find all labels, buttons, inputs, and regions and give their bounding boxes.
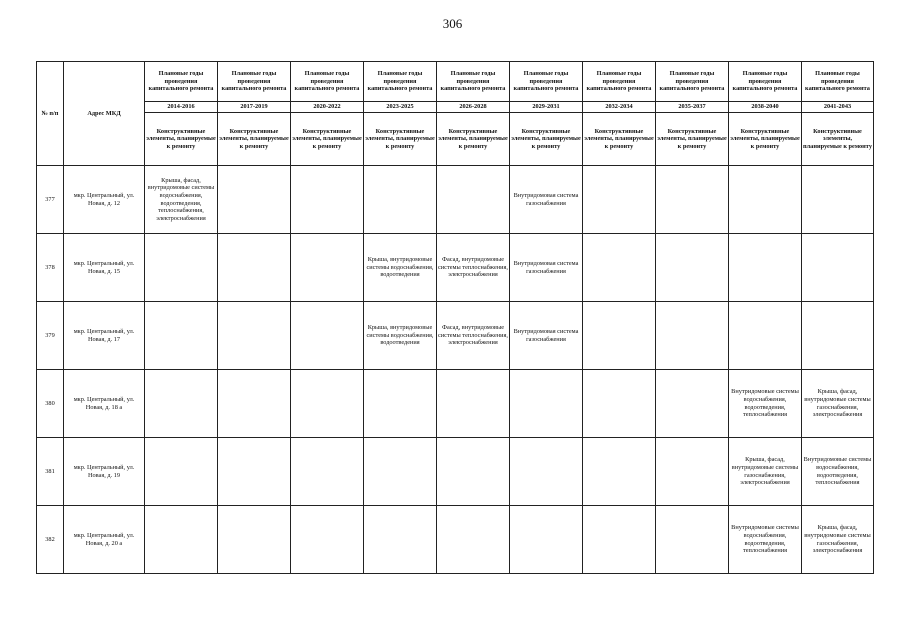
header-num: № п/п (37, 62, 64, 166)
header-period-title: Плановые годы проведения капитального ремонта (729, 62, 802, 102)
repair-elements-cell (218, 302, 291, 370)
repair-elements-cell: Фасад, внутридомовые системы теплоснабжения, электроснабжения (437, 234, 510, 302)
repair-elements-cell: Внутридомовая система газоснабжения (510, 302, 583, 370)
row-address: мкр. Центральный, ул. Новая, д. 12 (64, 166, 145, 234)
header-period-years: 2038-2040 (729, 102, 802, 113)
row-address: мкр. Центральный, ул. Новая, д. 17 (64, 302, 145, 370)
header-period-struct: Конструктивные элементы, планируемые к ремонту (437, 113, 510, 166)
repair-elements-cell: Внутридомовая система газоснабжения (510, 234, 583, 302)
repair-elements-cell (291, 506, 364, 574)
row-address: мкр. Центральный, ул. Новая, д. 15 (64, 234, 145, 302)
repair-elements-cell (364, 166, 437, 234)
repair-elements-cell: Фасад, внутридомовые системы теплоснабжения, электроснабжения (437, 302, 510, 370)
repair-elements-cell (729, 166, 802, 234)
repair-elements-cell (145, 506, 218, 574)
header-period-struct: Конструктивные элементы, планируемые к ремонту (364, 113, 437, 166)
header-period-struct: Конструктивные элементы, планируемые к ремонту (218, 113, 291, 166)
repair-elements-cell (145, 438, 218, 506)
header-period-title: Плановые годы проведения капитального ремонта (802, 62, 874, 102)
repair-elements-cell (218, 438, 291, 506)
header-period-years: 2029-2031 (510, 102, 583, 113)
repair-elements-cell (802, 166, 874, 234)
header-period-struct: Конструктивные элементы, планируемые к ремонту (291, 113, 364, 166)
capital-repair-table (36, 61, 874, 574)
repair-elements-cell (145, 234, 218, 302)
row-number: 380 (37, 370, 64, 438)
header-period-struct: Конструктивные элементы, планируемые к ремонту (656, 113, 729, 166)
repair-elements-cell (437, 506, 510, 574)
header-period-years: 2017-2019 (218, 102, 291, 113)
repair-elements-cell (729, 302, 802, 370)
header-period-years: 2032-2034 (583, 102, 656, 113)
repair-elements-cell: Крыша, фасад, внутридомовые системы газоснабжения, электроснабжения (729, 438, 802, 506)
row-number: 377 (37, 166, 64, 234)
repair-elements-cell (145, 302, 218, 370)
table-row (37, 370, 874, 438)
repair-elements-cell (218, 506, 291, 574)
table-row (37, 438, 874, 506)
repair-elements-cell (583, 166, 656, 234)
repair-elements-cell: Крыша, внутридомовые системы водоснабжения, водоотведения (364, 302, 437, 370)
repair-elements-cell: Внутридомовые системы водоснабжения, водоотведения, теплоснабжения (802, 438, 874, 506)
repair-elements-cell (802, 302, 874, 370)
repair-elements-cell (437, 166, 510, 234)
header-period-years: 2041-2043 (802, 102, 874, 113)
repair-elements-cell (291, 234, 364, 302)
table-row (37, 302, 874, 370)
table-body (37, 166, 874, 574)
header-period-struct: Конструктивные элементы, планируемые к ремонту (802, 113, 874, 166)
repair-elements-cell: Крыша, внутридомовые системы водоснабжения, водоотведения (364, 234, 437, 302)
table-row (37, 234, 874, 302)
header-address: Адрес МКД (64, 62, 145, 166)
header-period-title: Плановые годы проведения капитального ремонта (145, 62, 218, 102)
repair-elements-cell (656, 370, 729, 438)
repair-elements-cell (218, 166, 291, 234)
header-period-title: Плановые годы проведения капитального ремонта (364, 62, 437, 102)
row-address: мкр. Центральный, ул. Новая, д. 20 а (64, 506, 145, 574)
repair-elements-cell (510, 438, 583, 506)
table-row (37, 506, 874, 574)
header-period-title: Плановые годы проведения капитального ремонта (510, 62, 583, 102)
repair-elements-cell: Крыша, фасад, внутридомовые системы водоснабжения, водоотведения, теплоснабжения, электроснабжения (145, 166, 218, 234)
repair-elements-cell (583, 438, 656, 506)
row-number: 381 (37, 438, 64, 506)
header-period-struct: Конструктивные элементы, планируемые к ремонту (145, 113, 218, 166)
repair-elements-cell (510, 370, 583, 438)
header-period-title: Плановые годы проведения капитального ремонта (583, 62, 656, 102)
header-period-title: Плановые годы проведения капитального ремонта (656, 62, 729, 102)
repair-elements-cell (291, 438, 364, 506)
repair-elements-cell (364, 438, 437, 506)
repair-elements-cell (583, 234, 656, 302)
repair-elements-cell (437, 438, 510, 506)
repair-elements-cell (656, 166, 729, 234)
table-header (37, 62, 874, 166)
repair-elements-cell: Внутридомовые системы водоснабжения, водоотведения, теплоснабжения (729, 370, 802, 438)
header-period-years: 2014-2016 (145, 102, 218, 113)
repair-elements-cell: Крыша, фасад, внутридомовые системы газоснабжения, электроснабжения (802, 370, 874, 438)
repair-elements-cell: Крыша, фасад, внутридомовые системы газоснабжения, электроснабжения (802, 506, 874, 574)
header-period-struct: Конструктивные элементы, планируемые к ремонту (510, 113, 583, 166)
repair-elements-cell (218, 370, 291, 438)
repair-elements-cell (802, 234, 874, 302)
repair-elements-cell (656, 438, 729, 506)
repair-elements-cell (583, 506, 656, 574)
repair-elements-cell (656, 234, 729, 302)
header-period-title: Плановые годы проведения капитального ремонта (291, 62, 364, 102)
row-number: 382 (37, 506, 64, 574)
row-address: мкр. Центральный, ул. Новая, д. 19 (64, 438, 145, 506)
header-period-years: 2035-2037 (656, 102, 729, 113)
header-period-title: Плановые годы проведения капитального ремонта (437, 62, 510, 102)
header-period-struct: Конструктивные элементы, планируемые к ремонту (583, 113, 656, 166)
page-number: 306 (442, 16, 463, 31)
table-row (37, 166, 874, 234)
repair-elements-cell (583, 370, 656, 438)
repair-elements-cell (510, 506, 583, 574)
repair-elements-cell (656, 506, 729, 574)
header-period-title: Плановые годы проведения капитального ремонта (218, 62, 291, 102)
repair-elements-cell (291, 370, 364, 438)
repair-elements-cell: Внутридомовая система газоснабжения (510, 166, 583, 234)
header-period-struct: Конструктивные элементы, планируемые к ремонту (729, 113, 802, 166)
repair-elements-cell (291, 302, 364, 370)
repair-elements-cell: Внутридомовые системы водоснабжения, водоотведения, теплоснабжения (729, 506, 802, 574)
repair-elements-cell (437, 370, 510, 438)
repair-elements-cell (729, 234, 802, 302)
row-number: 379 (37, 302, 64, 370)
repair-elements-cell (364, 370, 437, 438)
repair-elements-cell (145, 370, 218, 438)
repair-elements-cell (364, 506, 437, 574)
repair-elements-cell (583, 302, 656, 370)
row-address: мкр. Центральный, ул. Новая, д. 18 а (64, 370, 145, 438)
repair-elements-cell (656, 302, 729, 370)
header-period-years: 2023-2025 (364, 102, 437, 113)
repair-elements-cell (218, 234, 291, 302)
repair-elements-cell (291, 166, 364, 234)
header-period-years: 2020-2022 (291, 102, 364, 113)
row-number: 378 (37, 234, 64, 302)
header-period-years: 2026-2028 (437, 102, 510, 113)
